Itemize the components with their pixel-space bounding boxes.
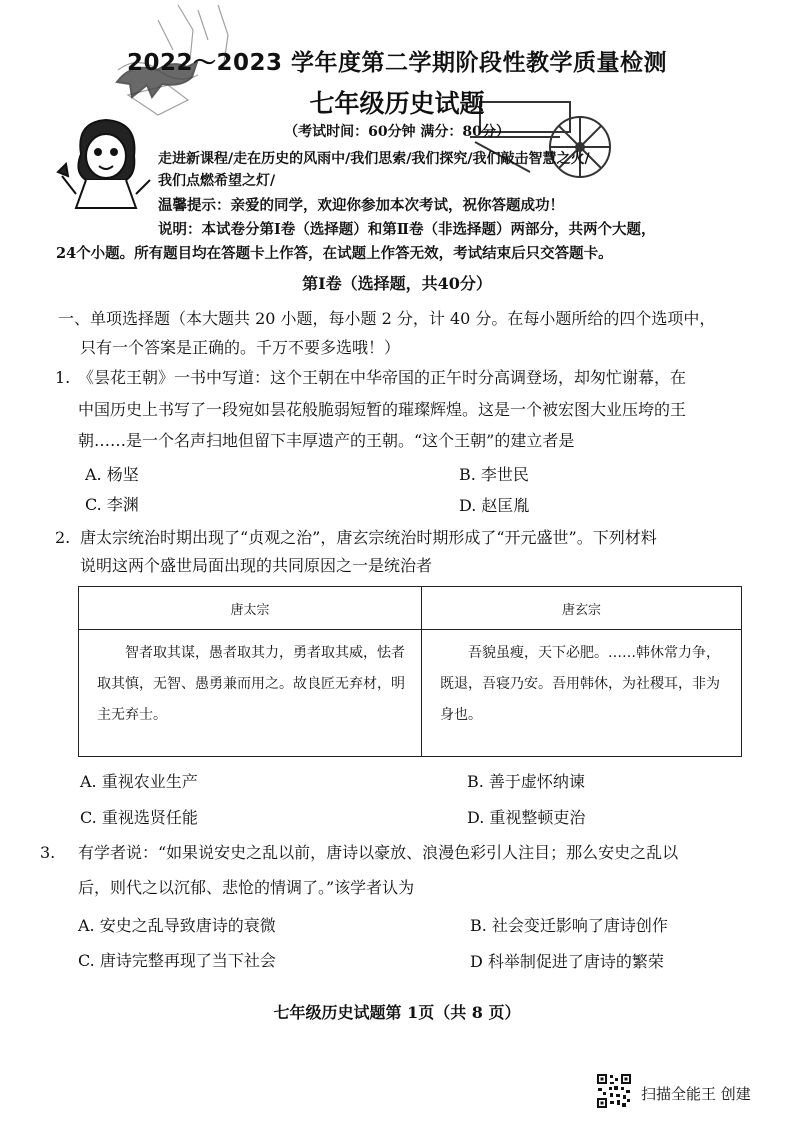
section-title: 第Ⅰ卷（选择题，共40分） bbox=[302, 274, 492, 293]
question-1-line-1: 《昙花王朝》一书中写道：这个王朝在中华帝国的正午时分高调登场，却匆忙谢幕，在 bbox=[78, 368, 687, 387]
question-3-line-1: 有学者说：“如果说安史之乱以前，唐诗以豪放、浪漫色彩引人注目；那么安史之乱以 bbox=[78, 843, 679, 862]
question-1-option-a[interactable]: A. 杨坚 bbox=[85, 465, 139, 484]
question-1-option-d[interactable]: D. 赵匡胤 bbox=[459, 496, 530, 515]
question-2-line-2: 说明这两个盛世局面出现的共同原因之一是统治者 bbox=[80, 556, 433, 575]
page-footer: 七年级历史试题第 1页（共 8 页） bbox=[273, 1003, 521, 1022]
section-instruction-2: 只有一个答案是正确的。千万不要多选哦！） bbox=[80, 338, 401, 357]
note-line-2: 24个小题。所有题目均在答题卡上作答，在试题上作答无效，考试结束后只交答题卡。 bbox=[56, 245, 613, 262]
intro-line-1: 走进新课程/走在历史的风雨中/我们思索/我们探究/我们敲击智慧之火/ bbox=[158, 151, 590, 167]
question-2-option-c[interactable]: C. 重视选贤任能 bbox=[80, 808, 198, 827]
note-line-1: 说明：本试卷分第Ⅰ卷（选择题）和第Ⅱ卷（非选择题）两部分，共两个大题， bbox=[158, 221, 656, 238]
question-number: 1. bbox=[55, 368, 71, 387]
question-1-line-2: 中国历史上书写了一段宛如昙花般脆弱短暂的璀璨辉煌。这是一个被宏图大业压垮的王 bbox=[78, 400, 687, 419]
table-cell-xuanzong: 吾貌虽瘦，天下必肥。……韩休常力争，既退，吾寝乃安。吾用韩休，为社稷耳，非为身也。 bbox=[422, 630, 742, 757]
question-3-option-d[interactable]: D 科举制促进了唐诗的繁荣 bbox=[470, 952, 664, 971]
question-number: 3. bbox=[40, 843, 56, 862]
exam-title: 2022～2023 学年度第二学期阶段性教学质量检测 bbox=[126, 50, 668, 76]
material-table bbox=[78, 586, 742, 757]
exam-subtitle: 七年级历史试题 bbox=[309, 89, 485, 118]
intro-line-2: 我们点燃希望之灯/ bbox=[158, 173, 276, 189]
question-3-option-a[interactable]: A. 安史之乱导致唐诗的衰微 bbox=[78, 916, 276, 935]
table-header-taizong: 唐太宗 bbox=[79, 587, 422, 630]
question-1-option-c[interactable]: C. 李渊 bbox=[85, 495, 139, 514]
section-instruction-1: 一、单项选择题（本大题共 20 小题，每小题 2 分，计 40 分。在每小题所给的四个选项中， bbox=[58, 309, 716, 328]
question-2-option-b[interactable]: B. 善于虚怀纳谏 bbox=[467, 772, 585, 791]
question-3-option-b[interactable]: B. 社会变迁影响了唐诗创作 bbox=[470, 916, 668, 935]
question-1-line-3: 朝……是一个名声扫地但留下丰厚遗产的王朝。“这个王朝”的建立者是 bbox=[78, 431, 575, 450]
question-1-option-b[interactable]: B. 李世民 bbox=[459, 465, 529, 484]
question-3-option-c[interactable]: C. 唐诗完整再现了当下社会 bbox=[78, 951, 276, 970]
scanner-credit: 扫描全能王 创建 bbox=[641, 1085, 751, 1103]
table-header-xuanzong: 唐玄宗 bbox=[422, 587, 742, 630]
question-2-line-1: 唐太宗统治时期出现了“贞观之治”，唐玄宗统治时期形成了“开元盛世”。下列材料 bbox=[80, 528, 657, 547]
question-2-option-a[interactable]: A. 重视农业生产 bbox=[80, 772, 198, 791]
qr-code-icon bbox=[596, 1073, 632, 1109]
question-number: 2. bbox=[55, 528, 71, 547]
question-2-option-d[interactable]: D. 重视整顿吏治 bbox=[467, 808, 586, 827]
warm-tip: 温馨提示：亲爱的同学，欢迎你参加本次考试，祝你答题成功！ bbox=[158, 197, 564, 214]
table-cell-taizong: 智者取其谋，愚者取其力，勇者取其威，怯者取其慎，无智、愚勇兼而用之。故良匠无弃材，明主无弃士。 bbox=[79, 630, 422, 757]
exam-info: （考试时间：60分钟 满分：80分） bbox=[284, 124, 510, 140]
question-3-line-2: 后，则代之以沉郁、悲怆的情调了。”该学者认为 bbox=[78, 878, 415, 897]
teacher-cartoon-illustration bbox=[56, 114, 156, 210]
